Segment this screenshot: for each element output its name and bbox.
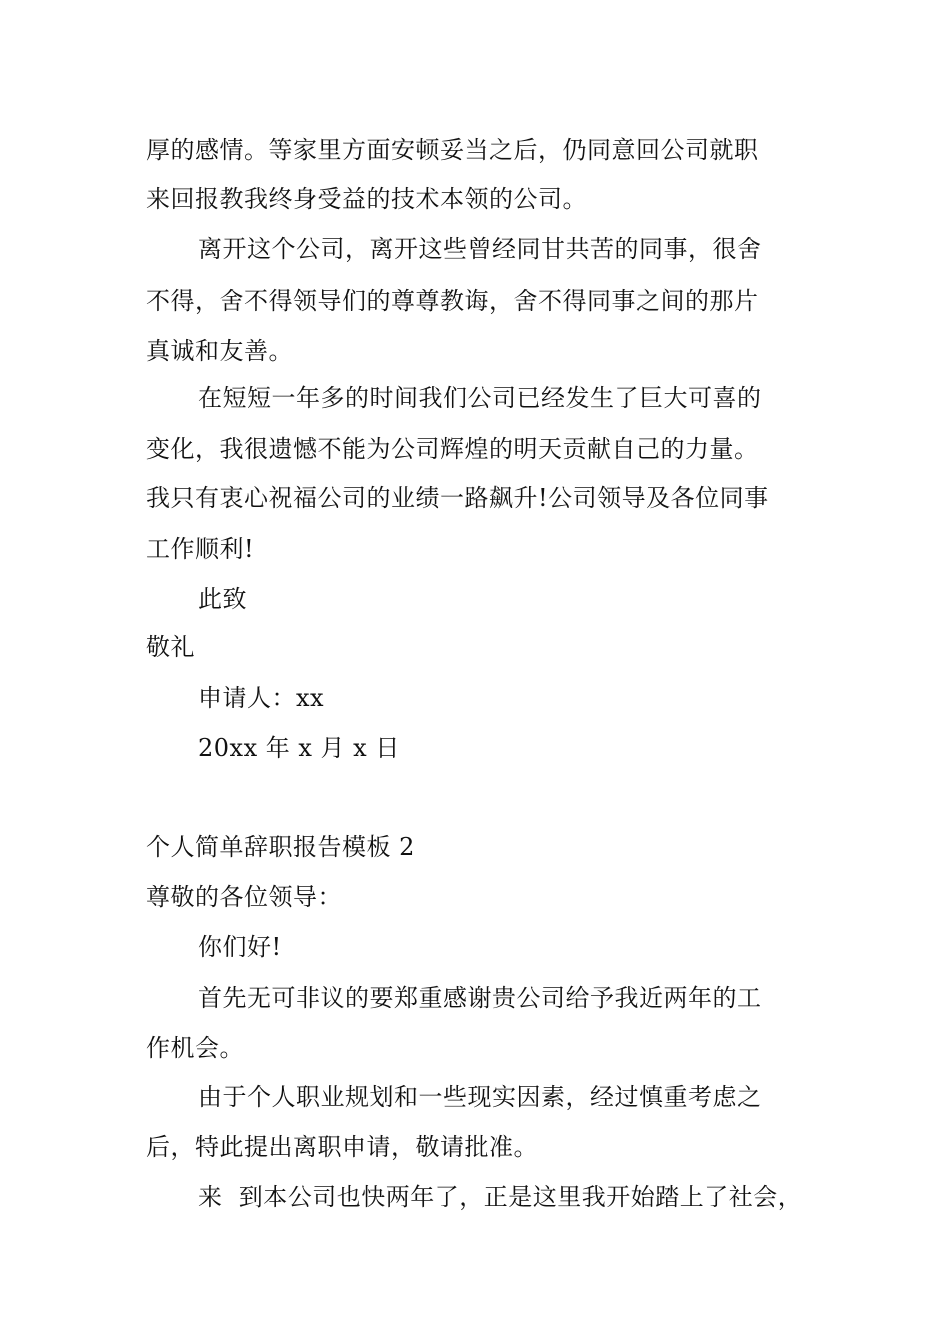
section-title: 个人简单辞职报告模板 2 bbox=[146, 833, 415, 861]
applicant-line: 申请人：xx bbox=[198, 684, 325, 712]
paragraph-line: 工作顺利! bbox=[146, 535, 255, 563]
paragraph-line: 不得，舍不得领导们的尊尊教诲，舍不得同事之间的那片 bbox=[146, 287, 759, 315]
paragraph-line: 离开这个公司，离开这些曾经同甘共苦的同事，很舍 bbox=[198, 235, 762, 263]
paragraph-line: 在短短一年多的时间我们公司已经发生了巨大可喜的 bbox=[198, 384, 762, 412]
paragraph-line: 来回报教我终身受益的技术本领的公司。 bbox=[146, 185, 587, 213]
paragraph-line: 变化，我很遗憾不能为公司辉煌的明天贡献自己的力量。 bbox=[146, 435, 759, 463]
greeting-line: 你们好! bbox=[198, 933, 282, 961]
paragraph-line: 由于个人职业规划和一些现实因素，经过慎重考虑之 bbox=[198, 1083, 762, 1111]
paragraph-line: 首先无可非议的要郑重感谢贵公司给予我近两年的工 bbox=[198, 984, 762, 1012]
paragraph-line: 后，特此提出离职申请，敬请批准。 bbox=[146, 1133, 538, 1161]
paragraph-line: 我只有衷心祝福公司的业绩一路飙升!公司领导及各位同事 bbox=[146, 484, 769, 512]
salutation-line: 敬礼 bbox=[146, 633, 195, 661]
paragraph-line: 来 到本公司也快两年了，正是这里我开始踏上了社会， bbox=[198, 1183, 803, 1211]
greeting-line: 尊敬的各位领导： bbox=[146, 883, 342, 911]
paragraph-line: 作机会。 bbox=[146, 1034, 244, 1062]
paragraph-line: 真诚和友善。 bbox=[146, 337, 293, 365]
date-line: 20xx 年 x 月 x 日 bbox=[198, 734, 400, 762]
paragraph-line: 厚的感情。等家里方面安顿妥当之后，仍同意回公司就职 bbox=[146, 136, 759, 164]
closing-line: 此致 bbox=[198, 585, 247, 613]
